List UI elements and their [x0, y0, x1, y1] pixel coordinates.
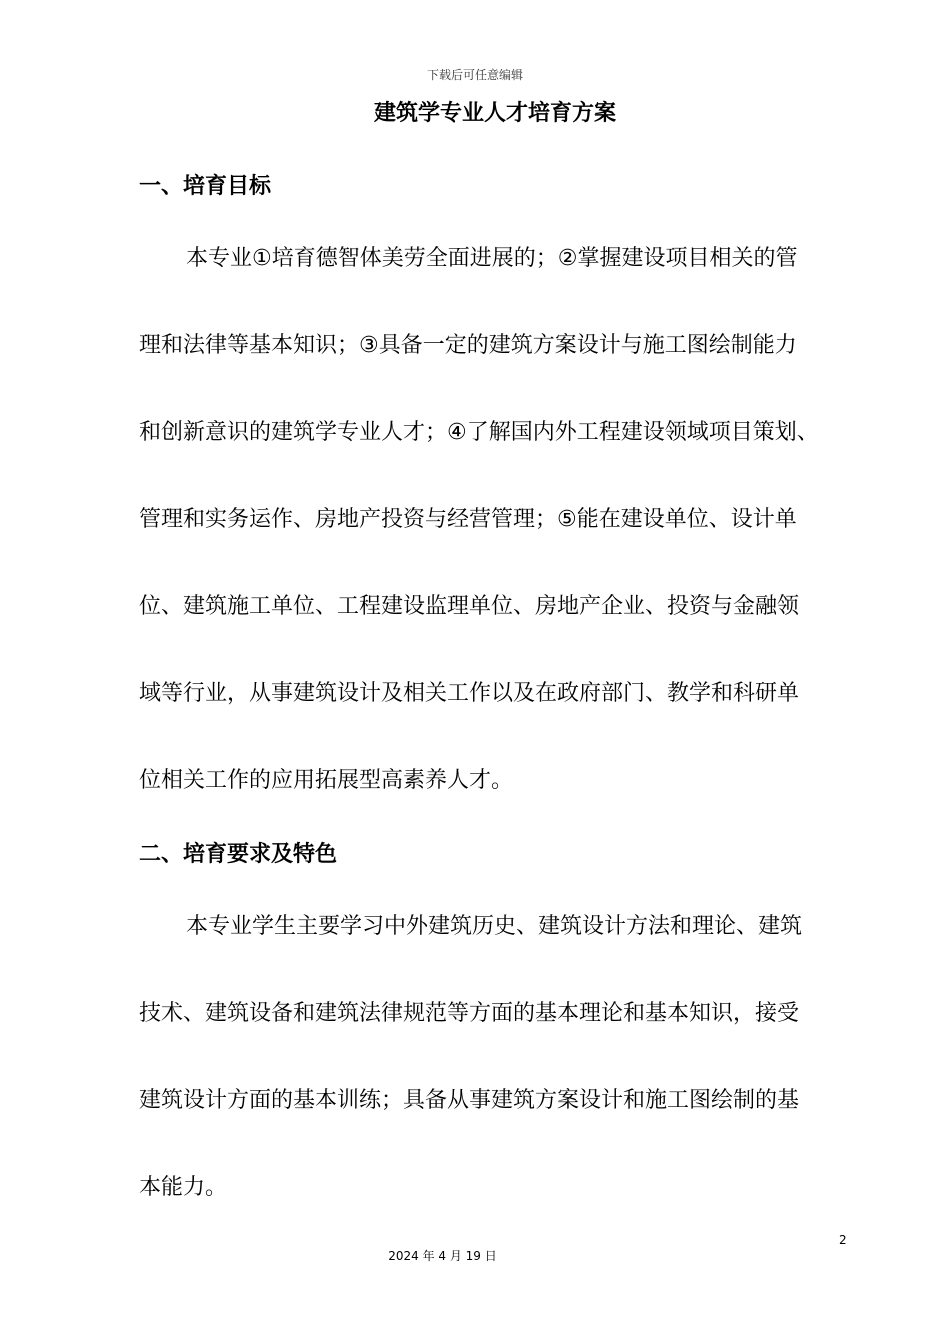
paragraph-line: 建筑设计方面的基本训练；具备从事建筑方案设计和施工图绘制的基	[139, 1088, 800, 1113]
paragraph-line: 和创新意识的建筑学专业人才；④了解国内外工程建设领域项目策划、	[139, 420, 819, 445]
section-heading-goals: 一、培育目标	[139, 174, 272, 199]
paragraph-line: 位相关工作的应用拓展型高素养人才。	[139, 768, 514, 793]
paragraph-line: 本专业①培育德智体美劳全面进展的；②掌握建设项目相关的管	[186, 246, 798, 271]
header-note: 下载后可任意编辑	[426, 68, 523, 82]
paragraph-line: 理和法律等基本知识；③具备一定的建筑方案设计与施工图绘制能力	[139, 333, 797, 358]
paragraph-line: 域等行业，从事建筑设计及相关工作以及在政府部门、教学和科研单	[139, 681, 800, 706]
document-title: 建筑学专业人才培育方案	[373, 101, 616, 126]
section-heading-requirements: 二、培育要求及特色	[139, 842, 338, 867]
footer-date: 2024 年 4 月 19 日	[388, 1249, 497, 1263]
paragraph-line: 本能力。	[139, 1175, 228, 1200]
paragraph-line: 管理和实务运作、房地产投资与经营管理；⑤能在建设单位、设计单	[139, 507, 797, 532]
paragraph-line: 本专业学生主要学习中外建筑历史、建筑设计方法和理论、建筑	[186, 914, 803, 939]
paragraph-line: 技术、建筑设备和建筑法律规范等方面的基本理论和基本知识，接受	[139, 1001, 800, 1026]
paragraph-line: 位、建筑施工单位、工程建设监理单位、房地产企业、投资与金融领	[139, 594, 800, 619]
page-number: 2	[839, 1233, 847, 1247]
